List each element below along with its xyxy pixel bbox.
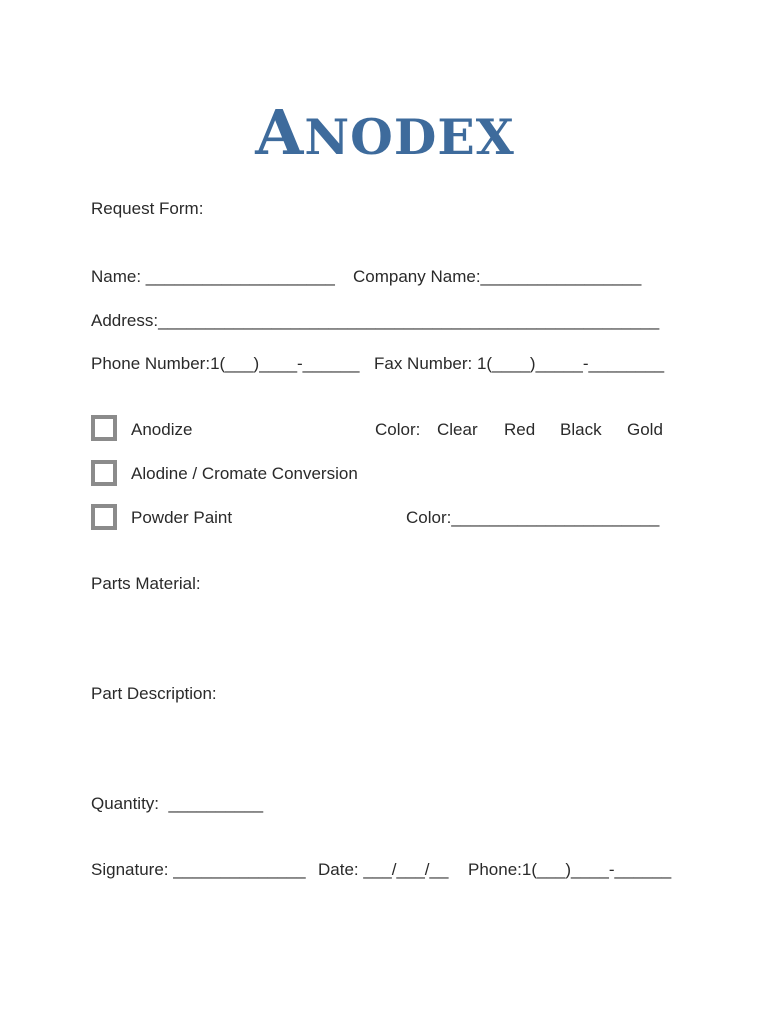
date-field[interactable]: Date: ___/___/__ — [318, 860, 449, 879]
anodize-color-label: Color: — [375, 420, 421, 439]
alodine-checkbox[interactable] — [91, 460, 117, 486]
alodine-label: Alodine / Cromate Conversion — [131, 464, 358, 483]
signature-field[interactable]: Signature: ______________ — [91, 860, 306, 879]
color-choice-gold[interactable]: Gold — [627, 420, 663, 439]
powder-paint-checkbox[interactable] — [91, 504, 117, 530]
company-name-field[interactable]: Company Name:_________________ — [353, 267, 642, 286]
color-choice-black[interactable]: Black — [560, 420, 602, 439]
logo-rest: NODEX — [304, 108, 515, 166]
anodize-checkbox[interactable] — [91, 415, 117, 441]
part-description-label: Part Description: — [91, 684, 217, 703]
color-choice-clear[interactable]: Clear — [437, 420, 478, 439]
quantity-field[interactable]: Quantity: __________ — [91, 794, 264, 813]
phone-number-field[interactable]: Phone Number:1(___)____-______ — [91, 354, 360, 373]
name-field[interactable]: Name: ____________________ — [91, 267, 335, 286]
anodex-logo — [0, 96, 770, 169]
anodize-label: Anodize — [131, 420, 193, 439]
logo-first-letter: A — [255, 96, 305, 169]
fax-number-field[interactable]: Fax Number: 1(____)_____-________ — [374, 354, 665, 373]
parts-material-label: Parts Material: — [91, 574, 201, 593]
bottom-phone-field[interactable]: Phone:1(___)____-______ — [468, 860, 672, 879]
powder-paint-color-field[interactable]: Color:______________________ — [406, 508, 660, 527]
form-heading: Request Form: — [91, 199, 204, 218]
color-choice-red[interactable]: Red — [504, 420, 536, 439]
address-field[interactable]: Address:_____________________________________________________ — [91, 311, 660, 330]
powder-paint-label: Powder Paint — [131, 508, 233, 527]
